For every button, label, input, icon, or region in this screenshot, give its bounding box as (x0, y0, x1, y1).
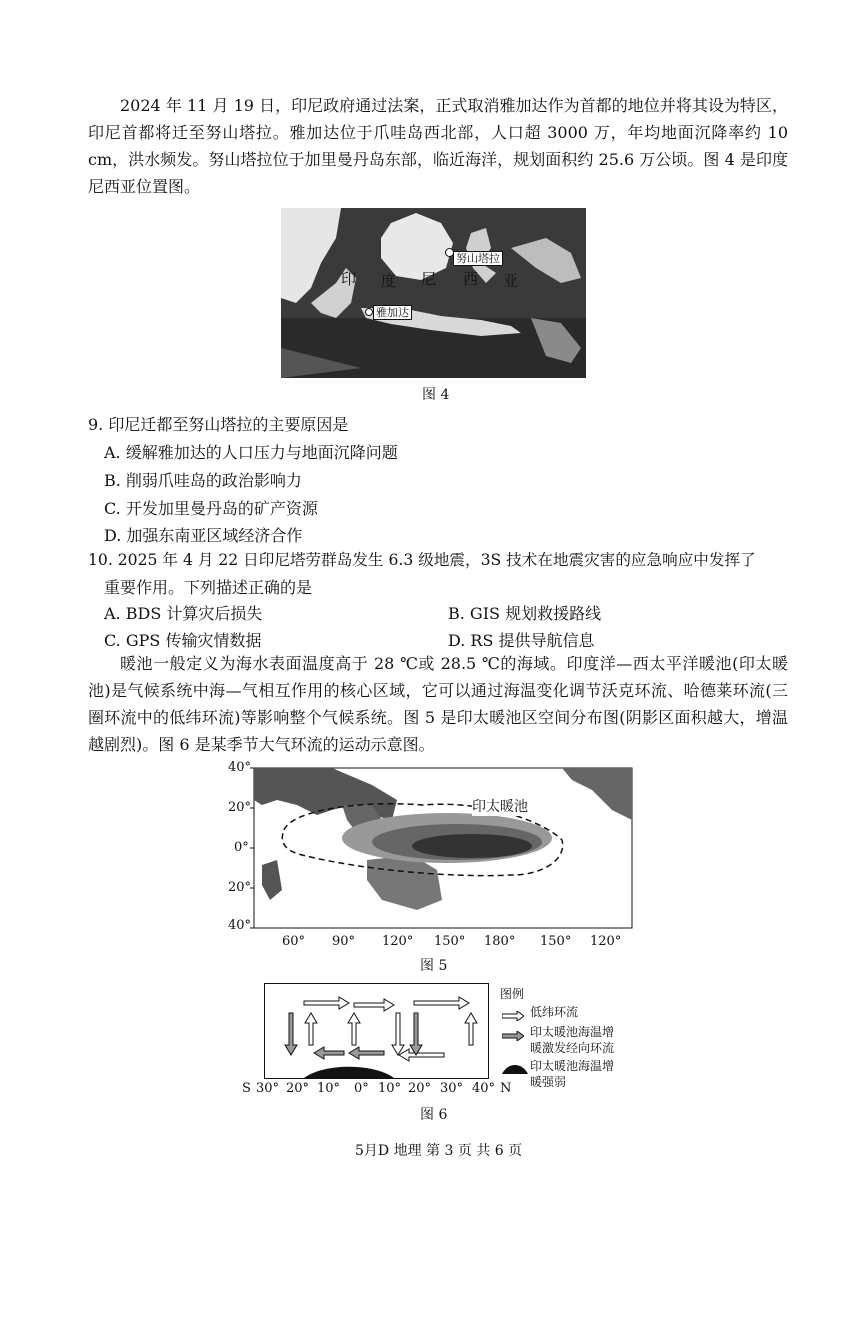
question-9-option-c: C. 开发加里曼丹岛的矿产资源 (104, 499, 318, 518)
question-9-option-a: A. 缓解雅加达的人口压力与地面沉降问题 (104, 443, 398, 462)
figure-5-warm-pool-map (222, 760, 642, 955)
x-tick-label: 10° (378, 1081, 402, 1096)
x-tick-label: 10° (317, 1081, 341, 1096)
x-tick-label: 20° (286, 1081, 310, 1096)
legend-title: 图例 (500, 987, 525, 1001)
y-tick-label: 40° (228, 760, 252, 775)
page-footer: 5月D 地理 第 3 页 共 6 页 (355, 1143, 523, 1159)
map-country-char-3: 尼 (421, 270, 437, 288)
figure-6-caption: 图 6 (420, 1107, 448, 1123)
x-tick-label: 0° (354, 1081, 369, 1096)
legend-black-mound-icon (502, 1059, 528, 1078)
x-tick-label: 150° (540, 934, 572, 949)
legend-item-warming-2: 暖强弱 (530, 1075, 567, 1089)
question-10-option-d: D. RS 提供导航信息 (448, 631, 595, 650)
passage-warm-pool: 暖池一般定义为海水表面温度高于 28 ℃或 28.5 ℃的海域。印度洋—西太平洋暖池(印太暖池)是气候系统中海—气相互作用的核心区域，它可以通过海温变化调节沃克环流、哈德莱环流(三圈环流中的低纬环流)等影响整个气候系统。图 5 是印太暖池区空间分布图(阴影区面积越大，增温越剧烈)。图 6 是某季节大气环流的运动示意图。 (88, 654, 788, 754)
question-10-option-c: C. GPS 传输灾情数据 (104, 631, 262, 650)
legend-item-warming-1: 印太暖池海温增 (530, 1059, 615, 1073)
legend-gray-arrow-icon (502, 1026, 524, 1045)
indonesia-map-image (281, 208, 586, 378)
map-label-nusantara: 努山塔拉 (453, 251, 503, 266)
passage-intro: 2024 年 11 月 19 日，印尼政府通过法案，正式取消雅加达作为首都的地位并将其设为特区，印尼首都将迁至努山塔拉。雅加达位于爪哇岛西北部，人口超 3000 万，年均地面沉降率约 10 cm，洪水频发。努山塔拉位于加里曼丹岛东部，临近海洋，规划面积约 25.6 万公顷。图 4 是印度尼西亚位置图。 (88, 96, 788, 196)
legend-item-meridional-2: 暖激发经向环流 (530, 1041, 615, 1055)
x-tick-label: 120° (590, 934, 622, 949)
question-9-option-b: B. 削弱爪哇岛的政治影响力 (104, 471, 302, 490)
x-tick-label: 180° (484, 934, 516, 949)
figure-5-caption: 图 5 (420, 958, 448, 974)
question-10-option-a: A. BDS 计算灾后损失 (104, 604, 263, 623)
y-tick-label: 40° (228, 918, 252, 933)
map-country-char-1: 印 (341, 270, 357, 288)
legend-item-low-latitude: 低纬环流 (530, 1005, 579, 1019)
map-label-jakarta: 雅加达 (373, 305, 412, 320)
x-tick-label: 20° (408, 1081, 432, 1096)
x-tick-label: 90° (332, 934, 356, 949)
legend-item-meridional-1: 印太暖池海温增 (530, 1025, 615, 1039)
figure-4-map (281, 208, 586, 378)
circulation-diagram-image (264, 983, 504, 1083)
question-9-stem: 9. 印尼迁都至努山塔拉的主要原因是 (88, 415, 349, 434)
map-country-char-2: 度 (381, 272, 397, 290)
question-10-stem-line2: 重要作用。下列描述正确的是 (104, 578, 313, 597)
warm-pool-map-image (222, 760, 642, 955)
x-tick-label: 150° (434, 934, 466, 949)
question-10-option-b: B. GIS 规划救援路线 (448, 604, 602, 623)
jakarta-marker-icon (365, 308, 373, 316)
map-country-char-5: 亚 (503, 272, 519, 290)
x-tick-label: 30° (440, 1081, 464, 1096)
question-10-stem-line1: 10. 2025 年 4 月 22 日印尼塔劳群岛发生 6.3 级地震，3S 技术在地震灾害的应急响应中发挥了 (88, 551, 756, 569)
north-label: N (500, 1081, 512, 1096)
y-tick-label: 20° (228, 880, 252, 895)
south-label: S (242, 1081, 251, 1096)
question-9-option-d: D. 加强东南亚区域经济合作 (104, 526, 303, 545)
warm-pool-label: 印太暖池 (472, 796, 528, 816)
y-tick-label: 0° (234, 840, 249, 855)
figure-4-caption: 图 4 (422, 387, 450, 403)
x-tick-label: 40° (472, 1081, 496, 1096)
x-tick-label: 120° (382, 934, 414, 949)
legend-white-arrow-icon (502, 1006, 524, 1025)
y-tick-label: 20° (228, 800, 252, 815)
map-country-char-4: 西 (463, 270, 479, 288)
x-tick-label: 30° (256, 1081, 280, 1096)
x-tick-label: 60° (282, 934, 306, 949)
figure-6-circulation-diagram (242, 983, 632, 1098)
